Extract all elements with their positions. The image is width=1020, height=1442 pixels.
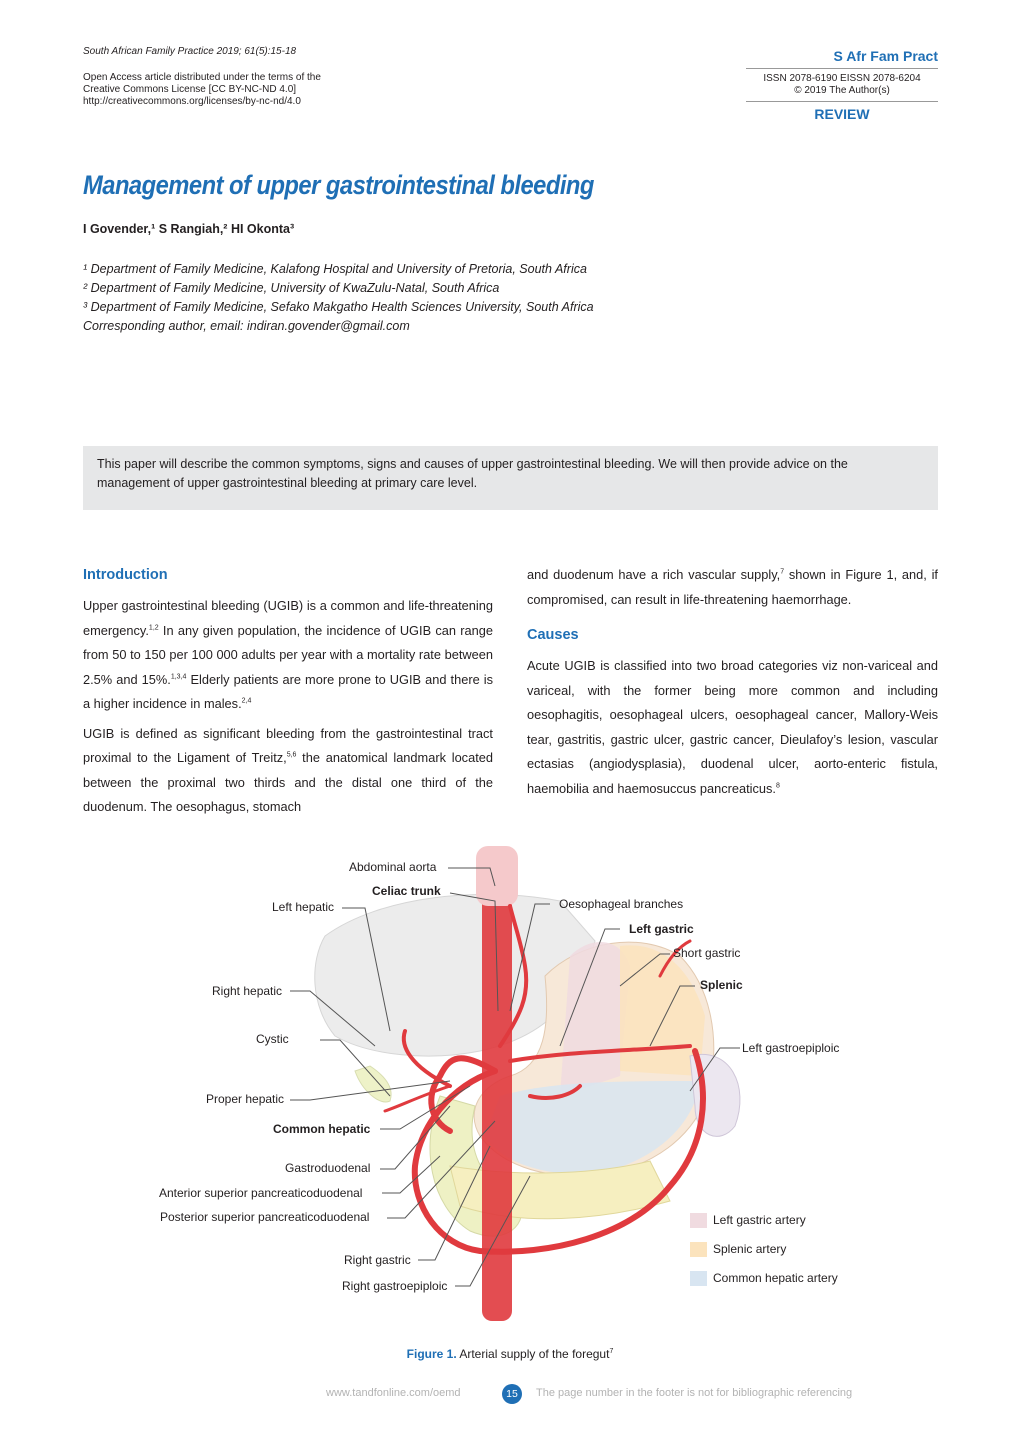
affiliation-2: ² Department of Family Medicine, University of KwaZulu-Natal, South Africa [83,281,500,295]
citation-ref: 1,2 [148,624,159,632]
text-run: In any given population, the incidence of UGIB can range from 50 to 150 per 100 000 adults per year with a mortality rate between 2.5% and 15%. [83,622,493,687]
label-abdominal-aorta: Abdominal aorta [349,860,437,874]
authors: I Govender,¹ S Rangiah,² HI Okonta³ [83,222,295,236]
journal-name: S Afr Fam Pract [833,48,938,64]
text-run: UGIB is defined as significant bleeding from the gastrointestinal tract proximal to the Ligament of Treitz, [83,725,493,765]
label-gastroduodenal: Gastroduodenal [285,1161,371,1175]
caption-citation: 7 [609,1348,614,1355]
label-posterior-superior-pancreaticoduodenal: Posterior superior pancreaticoduodenal [160,1210,370,1224]
label-proper-hepatic: Proper hepatic [206,1092,285,1106]
abstract-text: This paper will describe the common symptoms, signs and causes of upper gastrointestinal bleeding. We will then provide advice on the management of upper gastrointestinal bleeding at primary care level. [97,457,848,490]
article-title: Management of upper gastrointestinal bleeding [83,170,594,200]
citation-ref: 1,3,4 [170,673,187,681]
text-run: the anatomical landmark located between the proximal two thirds and the distal one third of the duodenum. The oesophagus, stomach [83,750,493,814]
label-celiac-trunk: Celiac trunk [372,884,441,898]
license-link[interactable]: http://creativecommons.org/licenses/by-nc-nd/4.0 [83,96,301,107]
citation-ref: 5,6 [286,751,297,759]
header-left [83,46,321,108]
legend-splenic-artery [690,1242,786,1257]
label-left-gastric: Left gastric [629,922,694,936]
footer-url[interactable]: www.tandfonline.com/oemd [326,1387,461,1399]
page-number-badge: 15 [502,1384,522,1404]
intro-paragraph-2 [83,722,493,820]
oesophagus-shape [476,846,518,906]
text-run: Upper gastrointestinal bleeding (UGIB) is a common and life-threatening emergency. [83,598,493,638]
footer-note: The page number in the footer is not for bibliographic referencing [536,1387,853,1399]
legend-label: Common hepatic artery [713,1271,838,1285]
label-oesophageal-branches: Oesophageal branches [559,897,684,911]
label-left-hepatic: Left hepatic [272,900,335,914]
citation-ref: 8 [775,782,780,790]
caption-text: Arterial supply of the foregut [456,1347,610,1361]
article-type: REVIEW [814,106,870,122]
label-short-gastric: Short gastric [673,946,741,960]
legend-label: Left gastric artery [713,1213,806,1227]
left-column [83,564,493,820]
license-line-2: Creative Commons License [CC BY-NC-ND 4.0] [83,84,297,95]
issn: ISSN 2078-6190 EISSN 2078-6204 [763,73,921,84]
corresponding-author: Corresponding author, email: indiran.govender@gmail.com [83,319,410,333]
causes-paragraph [527,654,938,801]
legend-common-hepatic-artery [690,1271,838,1286]
figure-arterial-supply [150,846,855,1324]
copyright: © 2019 The Author(s) [794,85,890,96]
journal-citation: South African Family Practice 2019; 61(5):15-18 [83,46,297,57]
citation-ref: 7 [780,568,785,576]
label-left-gastroepiploic: Left gastroepiploic [742,1041,840,1055]
label-anterior-superior-pancreaticoduodenal: Anterior superior pancreaticoduodenal [159,1186,363,1200]
causes-heading: Causes [527,627,579,643]
label-splenic: Splenic [700,978,743,992]
affiliation-3: ³ Department of Family Medicine, Sefako Makgatho Health Sciences University, South Africa [83,300,594,314]
legend-left-gastric-artery [690,1213,806,1228]
label-right-hepatic: Right hepatic [212,984,283,998]
legend-swatch [690,1242,707,1257]
label-cystic: Cystic [256,1032,289,1046]
legend-swatch [690,1213,707,1228]
legend-swatch [690,1271,707,1286]
text-run: and duodenum have a rich vascular supply, [527,567,781,582]
label-right-gastroepiploic: Right gastroepiploic [342,1279,448,1293]
citation-ref: 2,4 [241,697,252,705]
label-common-hepatic: Common hepatic [273,1122,371,1136]
header-right [746,50,938,120]
text-run: Acute UGIB is classified into two broad categories viz non-variceal and variceal, with the former being more common and including oesophagitis, oesophageal ulcers, oesophageal cancer, Mallory-Weis tear, gastritis, gastric ulcer, gastric cancer, Dieulafoy’s lesion, vascular ectasias (angiodysplasia), duodenal ulcer, aorto-enteric fistula, haemobilia and haemosuccus pancreaticus. [527,658,938,796]
text-run: shown in Figure 1, and, if compromised, can result in life-threatening haemorrhage. [527,567,938,607]
gallbladder-shape [355,1066,391,1102]
intro-paragraph-1 [83,594,493,717]
introduction-heading: Introduction [83,567,168,583]
text-run: Elderly patients are more prone to UGIB and there is a higher incidence in males. [83,671,493,711]
license-line-1: Open Access article distributed under the terms of the [83,72,321,83]
affiliations [83,260,594,336]
right-paragraph-1 [527,563,938,612]
right-column [527,563,938,801]
abstract-box [83,446,938,510]
header-rule-bottom [746,101,938,102]
caption-label: Figure 1. [406,1347,457,1361]
header-rule-top [746,68,938,69]
affiliation-1: ¹ Department of Family Medicine, Kalafong Hospital and University of Pretoria, South Africa [83,262,587,276]
legend-label: Splenic artery [713,1242,787,1256]
label-right-gastric: Right gastric [344,1253,411,1267]
common-hepatic-region [485,1081,700,1174]
figure-caption [0,1347,1020,1361]
